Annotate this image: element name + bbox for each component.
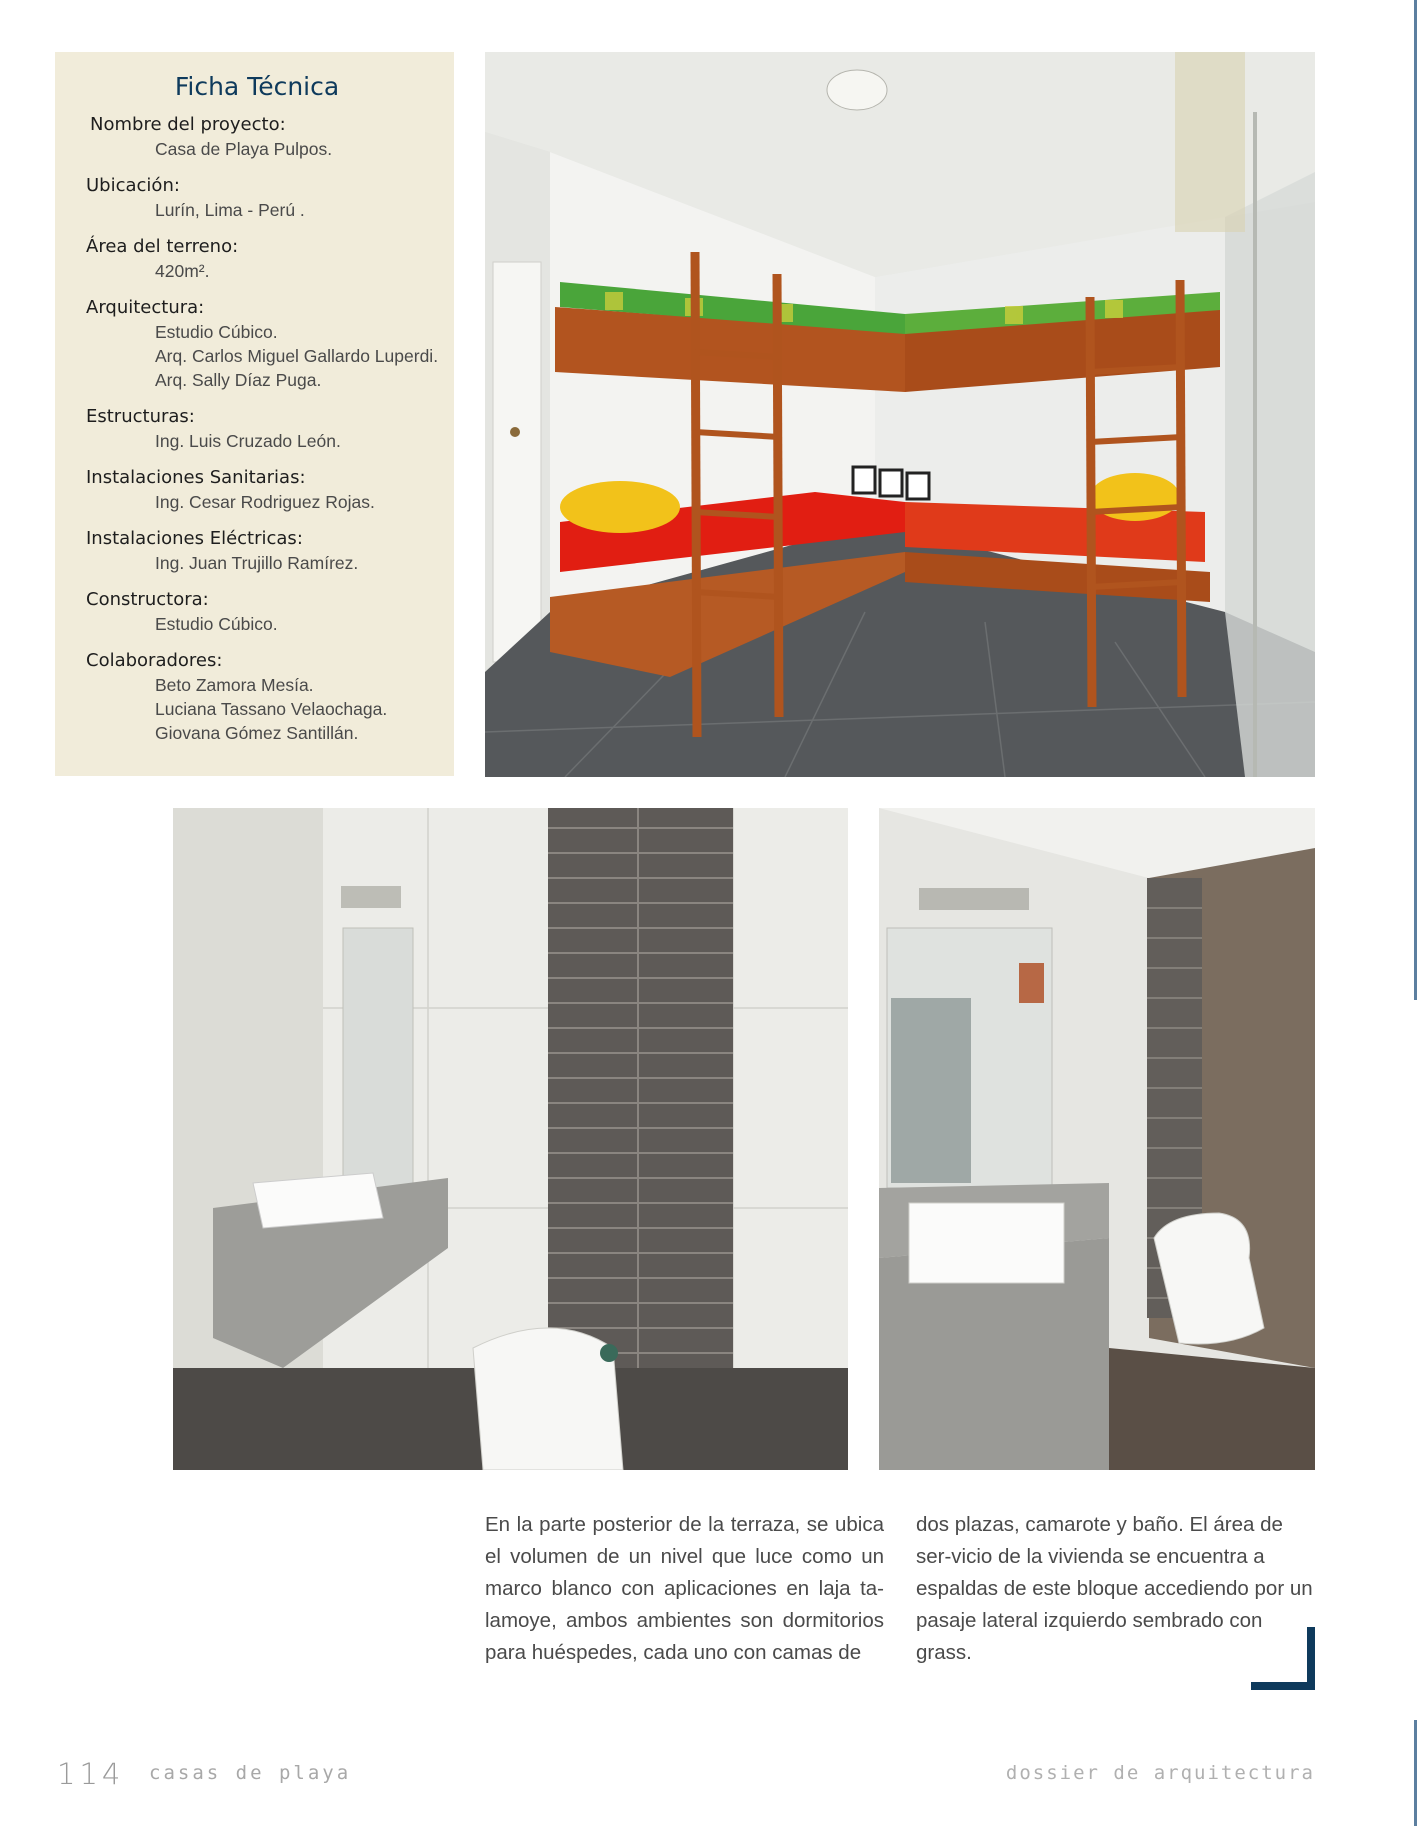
ficha-label: Área del terreno: xyxy=(86,236,239,257)
ficha-label: Instalaciones Eléctricas: xyxy=(86,528,303,549)
ficha-section-sanitarias xyxy=(86,466,428,514)
ficha-label: Nombre del proyecto: xyxy=(90,114,286,135)
ficha-label: Ubicación: xyxy=(86,175,180,196)
ficha-value: Arq. Carlos Miguel Gallardo Luperdi. xyxy=(155,346,439,366)
ficha-value: Casa de Playa Pulpos. xyxy=(155,139,333,159)
body-text-column-2: dos plazas, camarote y baño. El área de ser-vicio de la vivienda se encuentra a espaldas de este bloque accediendo por un pasaje lateral izquierdo sembrado con grass. xyxy=(916,1513,1313,1664)
ficha-label: Constructora: xyxy=(86,589,209,610)
bathroom-photo-left xyxy=(173,808,848,1470)
ficha-value: Ing. Juan Trujillo Ramírez. xyxy=(155,553,359,573)
ficha-value: Arq. Sally Díaz Puga. xyxy=(155,370,322,390)
ficha-value: Beto Zamora Mesía. xyxy=(155,675,314,695)
ficha-section-constructora xyxy=(86,588,428,636)
ficha-section-nombre xyxy=(86,113,428,161)
ficha-tecnica-box xyxy=(55,52,454,776)
ficha-value: Estudio Cúbico. xyxy=(155,614,278,634)
page-number: 114 xyxy=(57,1757,125,1791)
ficha-label: Estructuras: xyxy=(86,406,195,427)
ficha-title: Ficha Técnica xyxy=(174,72,340,101)
bunk-bedroom-photo xyxy=(485,52,1315,777)
ficha-value: 420m². xyxy=(155,261,210,281)
ficha-value: Luciana Tassano Velaochaga. xyxy=(155,699,388,719)
section-title: casas de playa xyxy=(149,1762,352,1784)
body-text-column-1: En la parte posterior de la terraza, se ubica el volumen de un nivel que luce como un marco blanco con aplicaciones en laja ta-lamoye, ambos ambientes son dormitorios para huéspedes, cada uno con camas de xyxy=(485,1513,884,1664)
ficha-label: Arquitectura: xyxy=(86,297,205,318)
ficha-value: Ing. Cesar Rodriguez Rojas. xyxy=(155,492,375,512)
ficha-value: Ing. Luis Cruzado León. xyxy=(155,431,341,451)
end-of-article-mark xyxy=(1251,1627,1315,1690)
ficha-section-estructuras xyxy=(86,405,428,453)
ficha-value: Estudio Cúbico. xyxy=(155,322,278,342)
ficha-label: Instalaciones Sanitarias: xyxy=(86,467,306,488)
ficha-value: Giovana Gómez Santillán. xyxy=(155,723,359,743)
bathroom-photo-right xyxy=(879,808,1315,1470)
ficha-value: Lurín, Lima - Perú . xyxy=(155,200,305,220)
ficha-section-electricas xyxy=(86,527,428,575)
magazine-name: dossier de arquitectura xyxy=(1005,1762,1315,1784)
ficha-section-arquitectura xyxy=(86,296,439,392)
ficha-label: Colaboradores: xyxy=(86,650,223,671)
ficha-section-colaboradores xyxy=(86,649,428,745)
ficha-section-ubicacion xyxy=(86,174,428,222)
ficha-section-area xyxy=(86,235,428,283)
